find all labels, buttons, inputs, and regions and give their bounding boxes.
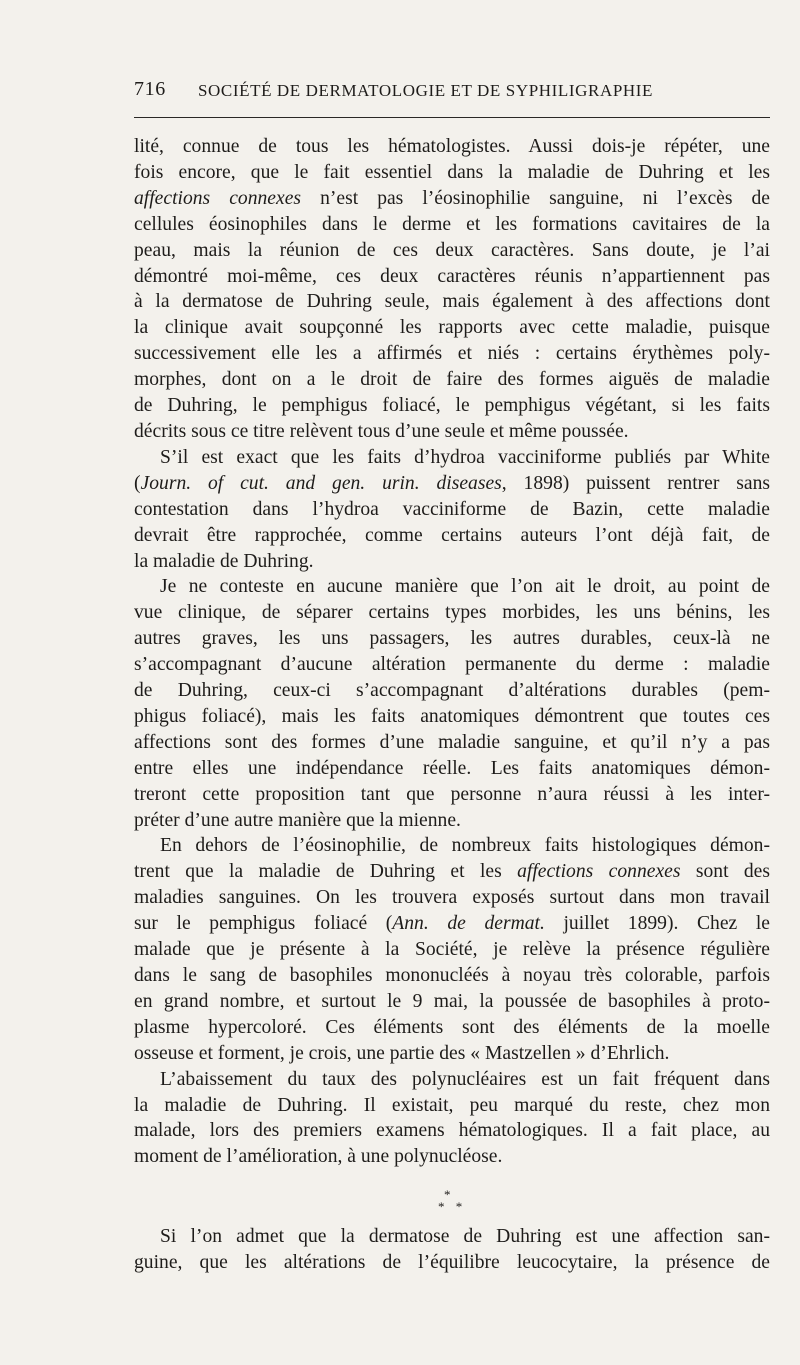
final-paragraph [134, 1224, 770, 1276]
text-line: démontré moi-même, ces deux caractères réunis n’appartiennent pas [134, 265, 770, 287]
text-line: la maladie de Duhring. [134, 550, 314, 572]
text-line: (Journ. of cut. and gen. urin. diseases, 1898) puissent rentrer sans [134, 472, 770, 494]
text-line: S’il est exact que les faits d’hydroa vacciniforme publiés par White [160, 446, 770, 468]
header-rule [134, 117, 770, 118]
text-line: affections connexes n’est pas l’éosinophilie sanguine, ni l’excès de [134, 187, 770, 209]
paragraph-final [134, 1224, 770, 1276]
text-line: Je ne conteste en aucune manière que l’on ait le droit, au point de [160, 576, 770, 598]
text-line: En dehors de l’éosinophilie, de nombreux faits histologiques démon- [160, 835, 770, 857]
paragraphs [134, 134, 770, 1170]
text-line: osseuse et forment, je crois, une partie des « Mastzellen » d’Ehrlich. [134, 1042, 670, 1064]
text-line: Si l’on admet que la dermatose de Duhring est une affection san- [160, 1226, 770, 1248]
running-title: SOCIÉTÉ DE DERMATOLOGIE ET DE SYPHILIGRAPHIE [198, 81, 654, 100]
text-line: plasme hypercoloré. Ces éléments sont des éléments de la moelle [134, 1016, 770, 1038]
text-line: lité, connue de tous les hématologistes. Aussi dois-je répéter, une [134, 136, 770, 157]
page-body [134, 134, 770, 1276]
text-line: fois encore, que le fait essentiel dans la maladie de Duhring et les [134, 161, 770, 183]
section-separator [134, 1180, 770, 1224]
text-line: préter d’une autre manière que la mienne. [134, 809, 461, 831]
text-line: malade que je présente à la Société, je relève la présence régulière [134, 939, 770, 961]
paragraph-4 [134, 833, 770, 1066]
text-line: successivement elle les a affirmés et niés : certains érythèmes poly- [134, 343, 770, 365]
text-line: devrait être rapprochée, comme certains auteurs l’ont déjà fait, de [134, 524, 770, 546]
text-line: autres graves, les uns passagers, les autres durables, ceux-là ne [134, 628, 770, 650]
text-line: maladies sanguines. On les trouvera exposés surtout dans mon travail [134, 887, 770, 909]
text-line: trent que la maladie de Duhring et les affections connexes sont des [134, 861, 771, 883]
text-line: entre elles une indépendance réelle. Les faits anatomiques démon- [134, 757, 770, 779]
text-line: décrits sous ce titre relèvent tous d’une seule et même poussée. [134, 420, 629, 442]
text-line: malade, lors des premiers examens hématologiques. Il a fait place, au [134, 1120, 770, 1142]
text-line: L’abaissement du taux des polynucléaires est un fait fréquent dans [160, 1068, 770, 1090]
paragraph-3 [134, 574, 770, 833]
text-line: la clinique avait soupçonné les rapports avec cette maladie, puisque [134, 317, 770, 339]
text-line: sur le pemphigus foliacé (Ann. de dermat. juillet 1899). Chez le [134, 913, 770, 935]
text-line: de Duhring, ceux-ci s’accompagnant d’altérations durables (pem- [134, 680, 770, 702]
text-line: phigus foliacé), mais les faits anatomiques démontrent que toutes ces [134, 705, 770, 727]
paragraph-5 [134, 1067, 770, 1171]
text-line: guine, que les altérations de l’équilibre leucocytaire, la présence de [134, 1252, 770, 1274]
page-number: 716 [134, 78, 166, 100]
text-line: en grand nombre, et surtout le 9 mai, la poussée de basophiles à proto- [134, 990, 770, 1012]
paragraph-2 [134, 445, 770, 575]
text-line: peau, mais la réunion de ces deux caractères. Sans doute, je l’ai [134, 239, 770, 261]
text-line: la maladie de Duhring. Il existait, peu marqué du reste, chez mon [134, 1094, 770, 1116]
text-line: dans le sang de basophiles mononucléés à noyau très colorable, parfois [134, 965, 770, 986]
text-line: moment de l’amélioration, à une polynucléose. [134, 1146, 503, 1168]
text-line: cellules éosinophiles dans le derme et les formations cavitaires de la [134, 213, 770, 235]
text-line: de Duhring, le pemphigus foliacé, le pemphigus végétant, si les faits [134, 395, 770, 417]
text-line: treront cette proposition tant que personne n’aura réussi à les inter- [134, 783, 770, 805]
text-line: affections sont des formes d’une maladie sanguine, et qu’il n’y a pas [134, 731, 770, 753]
text-line: vue clinique, de séparer certains types morbides, les uns bénins, les [134, 602, 770, 624]
paragraph-1 [134, 134, 770, 445]
text-line: morphes, dont on a le droit de faire des formes aiguës de maladie [134, 369, 770, 391]
separator-star-top: * [444, 1187, 451, 1203]
text-line: s’accompagnant d’aucune altération permanente du derme : maladie [134, 654, 770, 676]
running-header [134, 78, 770, 108]
text-line: à la dermatose de Duhring seule, mais également à des affections dont [134, 291, 770, 313]
text-line: contestation dans l’hydroa vacciniforme de Bazin, cette maladie [134, 498, 770, 520]
separator-stars-bottom: * * [438, 1199, 467, 1215]
